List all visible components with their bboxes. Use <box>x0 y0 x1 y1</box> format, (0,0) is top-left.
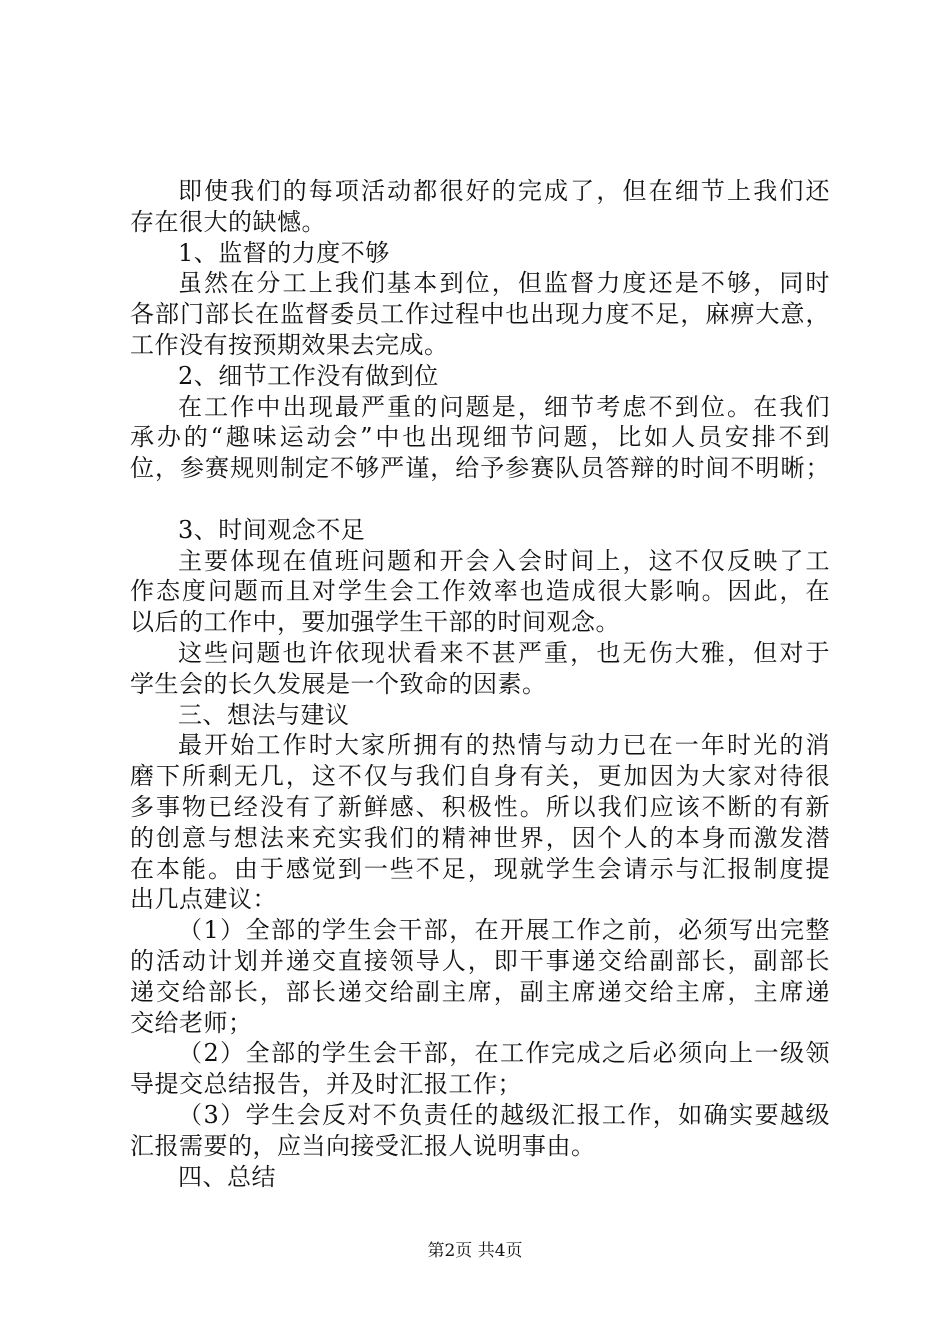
text-line: 即使我们的每项活动都很好的完成了，但在细节上我们还 <box>178 177 830 205</box>
text-line: 最开始工作时大家所拥有的热情与动力已在一年时光的消 <box>178 731 830 760</box>
text-line: 多事物已经没有了新鲜感、积极性。所以我们应该不断的有新 <box>130 792 830 821</box>
text-line: 作态度问题而且对学生会工作效率也造成很大影响。因此，在 <box>130 577 830 606</box>
text-line: 以后的工作中，要加强学生干部的时间观念。 <box>130 608 620 637</box>
text-line: 的创意与想法来充实我们的精神世界，因个人的本身而激发潜 <box>130 823 830 852</box>
text-line: 磨下所剩无几，这不仅与我们自身有关，更加因为大家对待很 <box>130 762 830 791</box>
text-line: 位，参赛规则制定不够严谨，给予参赛队员答辩的时间不明晰； <box>130 454 830 483</box>
page-footer: 第2页 共4页 <box>427 1241 523 1261</box>
text-line: 在工作中出现最严重的问题是，细节考虑不到位。在我们 <box>178 392 830 421</box>
document-body <box>130 176 830 1192</box>
blank-line <box>130 484 830 515</box>
text-line: 交给老师； <box>130 1008 253 1037</box>
text-line: 主要体现在值班问题和开会入会时间上，这不仅反映了工 <box>178 546 830 575</box>
text-line: 各部门部长在监督委员工作过程中也出现力度不足，麻痹大意， <box>130 300 830 329</box>
text-line: 虽然在分工上我们基本到位，但监督力度还是不够，同时 <box>178 269 830 298</box>
text-line: 学生会的长久发展是一个致命的因素。 <box>130 669 547 698</box>
text-line: 导提交总结报告，并及时汇报工作； <box>130 1070 522 1099</box>
text-line: 工作没有按预期效果去完成。 <box>130 330 449 359</box>
text-line: 出几点建议： <box>130 885 277 914</box>
text-line: 这些问题也许依现状看来不甚严重，也无伤大雅，但对于 <box>178 638 830 667</box>
text-line: 1、监督的力度不够 <box>178 238 390 267</box>
text-line: （2）全部的学生会干部，在工作完成之后必须向上一级领 <box>178 1039 830 1068</box>
text-line: 存在很大的缺憾。 <box>130 207 326 236</box>
text-line: （1）全部的学生会干部，在开展工作之前，必须写出完整 <box>178 916 830 945</box>
text-line: 的活动计划并递交直接领导人，即干事递交给副部长，副部长 <box>130 946 830 975</box>
text-line: 在本能。由于感觉到一些不足，现就学生会请示与汇报制度提 <box>130 854 830 883</box>
text-line: 汇报需要的，应当向接受汇报人说明事由。 <box>130 1131 596 1160</box>
text-line: 三、想法与建议 <box>178 700 350 729</box>
text-line: 3、时间观念不足 <box>178 515 366 544</box>
text-line: 递交给部长，部长递交给副主席，副主席递交给主席，主席递 <box>130 977 830 1006</box>
text-line: 四、总结 <box>178 1162 276 1191</box>
text-line: （3）学生会反对不负责任的越级汇报工作，如确实要越级 <box>178 1100 830 1129</box>
text-line: 2、细节工作没有做到位 <box>178 361 439 390</box>
text-line: 承办的“趣味运动会”中也出现细节问题，比如人员安排不到 <box>130 423 830 452</box>
